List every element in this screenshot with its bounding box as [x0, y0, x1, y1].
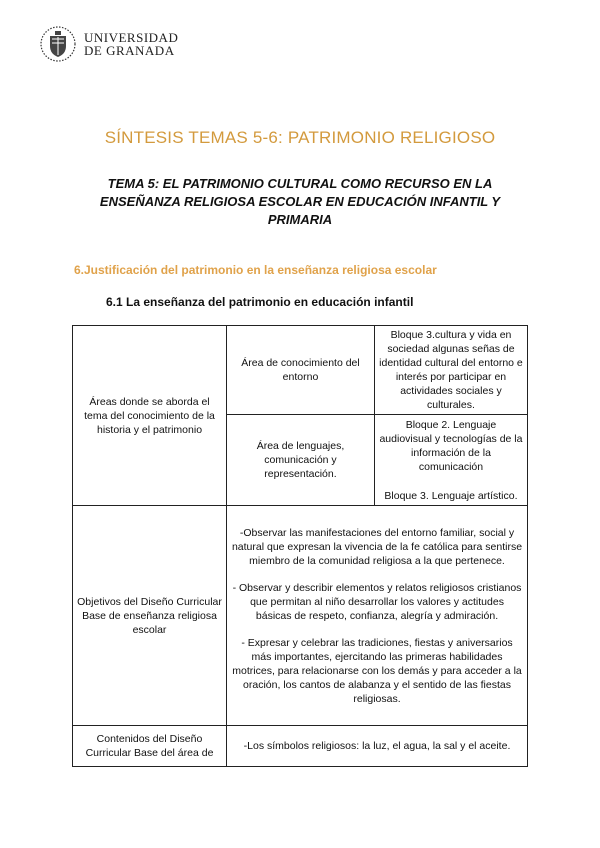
- block-2-text: Bloque 2. Lenguaje audiovisual y tecnologías de la información de la comunicación: [379, 418, 523, 473]
- block-3-text: Bloque 3. Lenguaje artístico.: [384, 489, 518, 502]
- table-row: [73, 506, 528, 726]
- table-row: [73, 726, 528, 767]
- document-subtitle: TEMA 5: EL PATRIMONIO CULTURAL COMO RECURSO EN LA ENSEÑANZA RELIGIOSA ESCOLAR EN EDUCACIÓN INFANTIL Y PRIMARIA: [99, 176, 501, 227]
- curriculum-table: [72, 325, 528, 767]
- subsection-heading: 6.1 La enseñanza del patrimonio en educación infantil: [106, 295, 414, 309]
- contents-cell: -Los símbolos religiosos: la luz, el agua, la sal y el aceite.: [227, 726, 528, 767]
- document-title: SÍNTESIS TEMAS 5-6: PATRIMONIO RELIGIOSO: [104, 128, 496, 147]
- university-name: [84, 31, 178, 57]
- area-entorno-blocks-cell: Bloque 3.cultura y vida en sociedad algunas señas de identidad cultural del entorno e interés por participar en actividades sociales y culturales.: [374, 326, 527, 415]
- section-heading: 6.Justificación del patrimonio en la enseñanza religiosa escolar: [74, 263, 437, 277]
- area-entorno-cell: Área de conocimiento del entorno: [227, 326, 375, 415]
- objective-1: -Observar las manifestaciones del entorno familiar, social y natural que expresan la vivencia de la fe católica para sentirse miembro de la comunidad religiosa a la que pertenece.: [231, 526, 523, 567]
- university-line-1: UNIVERSIDAD: [84, 30, 179, 45]
- contents-label-cell: Contenidos del Diseño Curricular Base del área de: [73, 726, 227, 767]
- areas-label-cell: Áreas donde se aborda el tema del conocimiento de la historia y el patrimonio: [73, 326, 227, 506]
- objectives-label-cell: Objetivos del Diseño Curricular Base de enseñanza religiosa escolar: [73, 506, 227, 726]
- area-lenguajes-blocks-cell: [374, 415, 527, 506]
- university-line-2: DE GRANADA: [84, 43, 175, 58]
- objective-3: - Expresar y celebrar las tradiciones, fiestas y aniversarios más importantes, ejercitando las primeras habilidades motrices, para relacionarse con los demás y para acceder a la oración, los cantos de alabanza y el sentido de las fiestas religiosas.: [232, 636, 522, 705]
- table-row: [73, 326, 528, 415]
- objective-2: - Observar y describir elementos y relatos religiosos cristianos que permitan al niño desarrollar los valores y actitudes básicas de respeto, confianza, alegría y admiración.: [232, 581, 522, 622]
- area-lenguajes-cell: Área de lenguajes, comunicación y representación.: [227, 415, 375, 506]
- crest-icon: [38, 24, 78, 64]
- objectives-cell: [227, 506, 528, 726]
